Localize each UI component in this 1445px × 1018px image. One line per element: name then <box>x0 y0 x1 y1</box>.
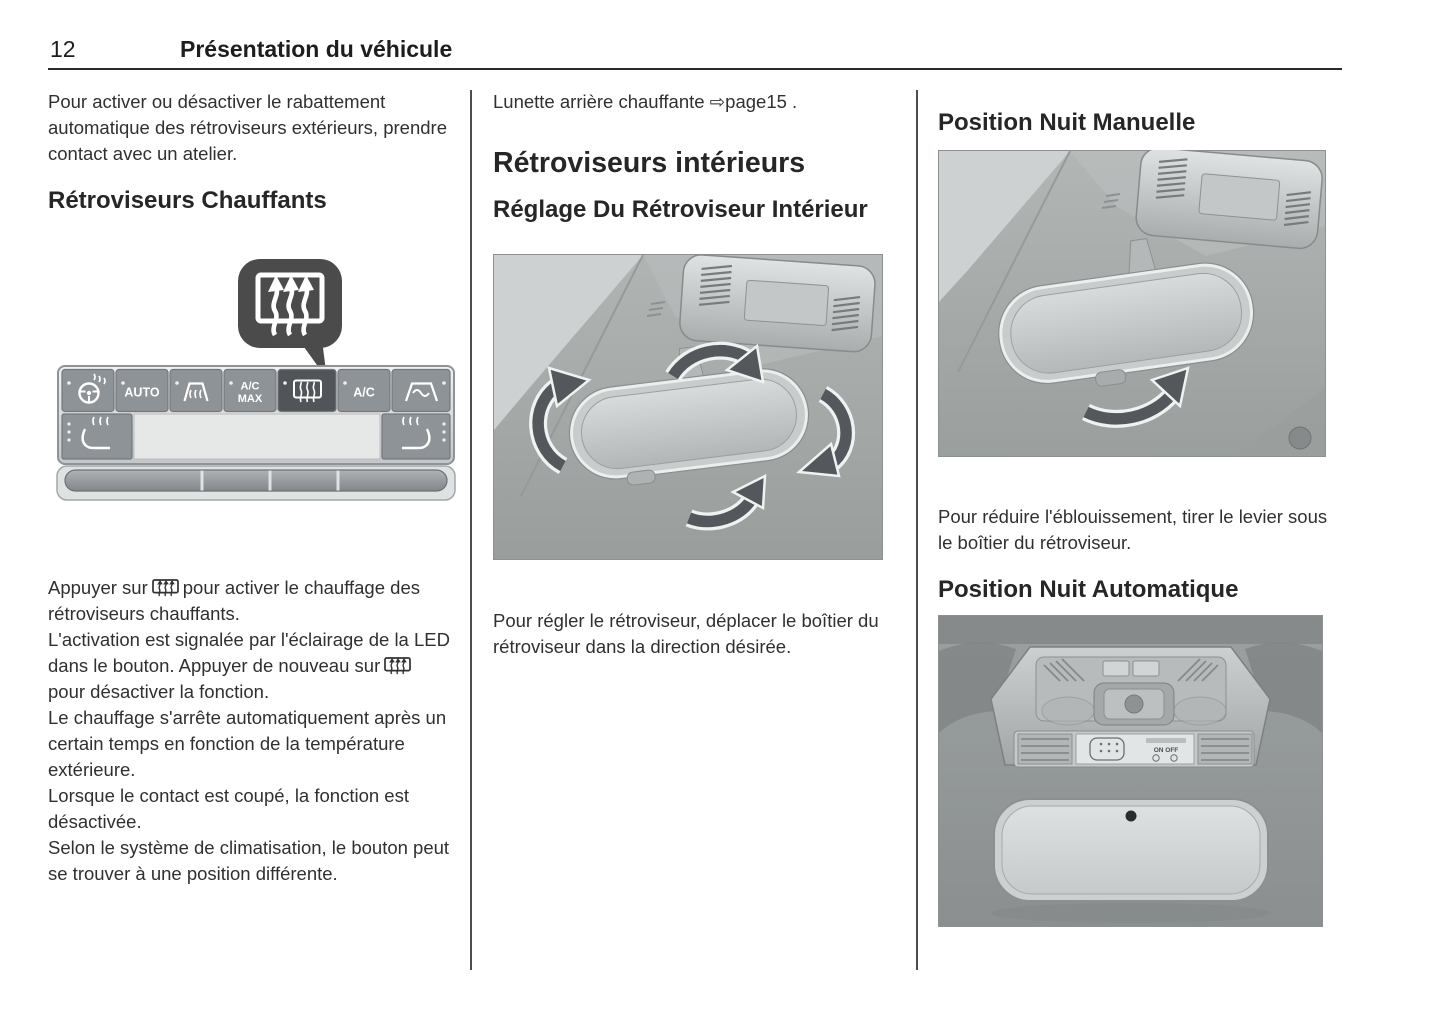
lamp-lens-left <box>1042 697 1094 725</box>
overhead-console <box>679 254 877 353</box>
paragraph-4: Lorsque le contact est coupé, la fonction est désactivée. <box>48 785 409 832</box>
column-divider-right <box>916 90 918 970</box>
paragraph-5: Selon le système de climatisation, le bouton peut se trouver à une position différente. <box>48 837 450 884</box>
rocker-bar <box>65 470 447 491</box>
left-column <box>48 89 450 887</box>
reading-lamp-button-left <box>1103 661 1129 676</box>
heading-retroviseurs-chauffants: Rétroviseurs Chauffants <box>48 187 327 214</box>
corner-fitting <box>1289 427 1311 449</box>
airbag-on-off-label: ON OFF <box>1153 747 1179 754</box>
rear-defrost-icon <box>384 657 411 675</box>
climate-control-panel-illustration <box>56 256 456 501</box>
heading-position-nuit-manuelle: Position Nuit Manuelle <box>938 109 1196 136</box>
heated-mirrors-paragraphs <box>48 575 450 887</box>
manual-night-paragraph: Pour réduire l'éblouissement, tirer le levier sous le boîtier du rétroviseur. <box>938 506 1328 553</box>
cross-reference-line: Lunette arrière chauffante ⇨page15 . <box>493 91 798 112</box>
heading-retroviseurs-interieurs: Rétroviseurs intérieurs <box>493 147 806 179</box>
ac-label: A/C <box>353 385 375 400</box>
paragraph-1: Appuyer sur pour activer le chauffage des rétroviseurs chauffants. <box>48 577 420 624</box>
climate-display <box>134 414 380 459</box>
ac-max-label-top: A/C <box>240 380 260 393</box>
page-number: 12 <box>50 36 76 62</box>
control-panel <box>57 366 455 500</box>
header-rule <box>48 68 1342 70</box>
light-sensor-dot <box>1126 811 1137 822</box>
auto-label: AUTO <box>124 385 160 400</box>
page-title: Présentation du véhicule <box>180 36 453 62</box>
rear-defrost-icon <box>152 579 179 597</box>
automatic-night-position-illustration <box>938 615 1323 927</box>
passenger-airbag-label <box>1076 734 1194 764</box>
overhead-console <box>1135 150 1324 250</box>
middle-column <box>493 89 893 660</box>
heated-seat-right-button <box>382 414 450 459</box>
ac-max-label-bottom: MAX <box>237 393 263 405</box>
reading-lamp-button-right <box>1133 661 1159 676</box>
auto-dimming-mirror <box>994 799 1268 901</box>
heated-steering-wheel-button <box>62 370 114 412</box>
overhead-console-front <box>991 647 1270 767</box>
sensor-window <box>744 280 829 326</box>
heading-reglage-retroviseur: Réglage Du Rétroviseur Intérieur <box>493 196 868 223</box>
right-column <box>938 89 1341 927</box>
lamp-lens-right <box>1174 697 1226 725</box>
column-divider-left <box>470 90 472 970</box>
heated-seat-left-button <box>62 414 132 459</box>
adjustment-caption: Pour régler le rétroviseur, déplacer le boîtier du rétroviseur dans la direction désirée. <box>493 610 879 657</box>
sensor-window <box>1199 174 1280 221</box>
paragraph-2: L'activation est signalée par l'éclairage de la LED dans le bouton. Appuyer de nouveau surpour désactiver la fonction. <box>48 629 450 702</box>
manual-night-position-illustration <box>938 150 1326 457</box>
heading-position-nuit-automatique: Position Nuit Automatique <box>938 576 1239 603</box>
heated-windshield-button <box>392 370 450 412</box>
interior-mirror-adjustment-illustration <box>493 254 883 560</box>
intro-paragraph: Pour activer ou désactiver le rabattement automatique des rétroviseurs extérieurs, prendre contact avec un atelier. <box>48 91 447 164</box>
paragraph-3: Le chauffage s'arrête automatiquement après un certain temps en fonction de la température extérieure. <box>48 707 447 780</box>
rear-defrost-callout <box>238 259 342 379</box>
